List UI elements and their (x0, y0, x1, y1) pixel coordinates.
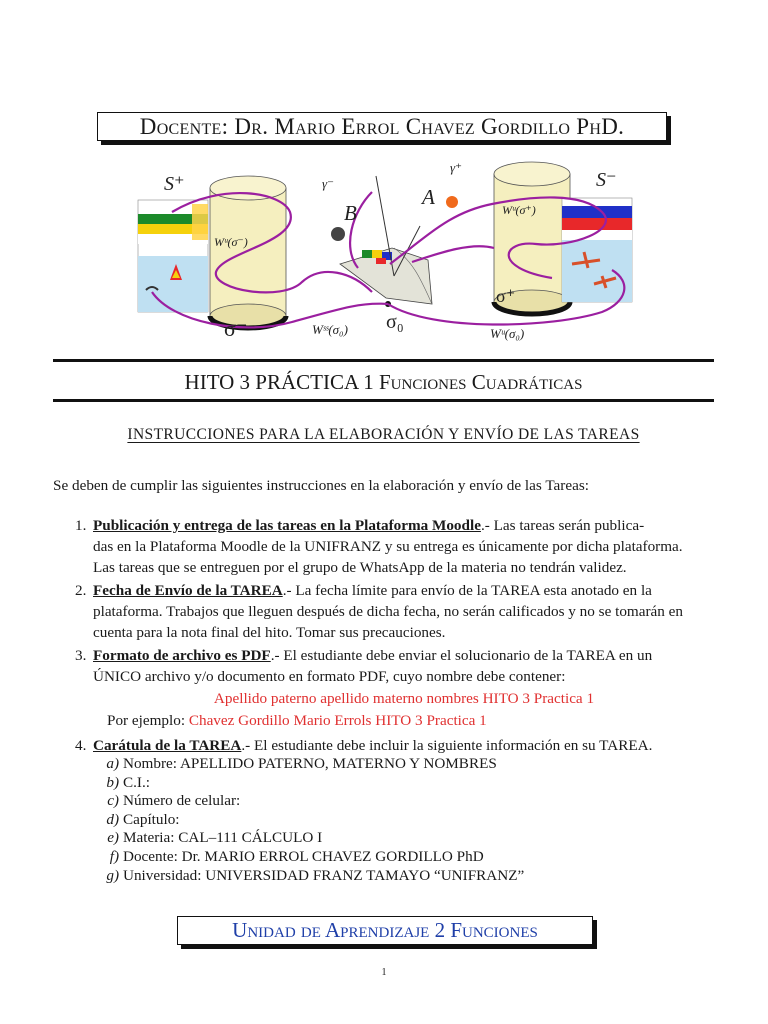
unidad-heading: Unidad de Aprendizaje 2 Funciones (232, 918, 538, 942)
label-sigma-zero: σ₀ (386, 311, 404, 333)
point-b (331, 227, 345, 241)
instruction-item-4: 4. Carátula de la TAREA.- El estudiante debe incluir la siguiente información en su TAREA. (75, 737, 653, 754)
label-gamma-minus: γ⁻ (322, 176, 334, 191)
label-a: A (422, 185, 435, 209)
instruction-item-3: 3. Formato de archivo es PDF.- El estudiante debe enviar el solucionario de la TAREA en un ÚNICO archivo y/o documento en formato PDF, cuyo nombre debe contener: Apellido paterno apellido materno nombres HITO 3 Practica 1 Por ejemplo: Chavez Gordillo Mario Errols HITO 3 Practica 1 (75, 645, 715, 731)
docente-header-box (97, 112, 667, 141)
page-number: 1 (381, 967, 387, 978)
bottom-rule (53, 399, 714, 402)
hito-title: HITO 3 PRÁCTICA 1 Funciones Cuadráticas (184, 370, 583, 394)
dynamical-systems-illustration (132, 152, 638, 352)
list-item: d) Capítulo: (106, 810, 180, 828)
intro-paragraph: Se deben de cumplir las siguientes instrucciones en la elaboración y envío de las Tareas: (53, 477, 589, 494)
label-b: B (344, 201, 357, 225)
left-flag-panel (138, 200, 208, 312)
list-item: a) Nombre: APELLIDO PATERNO, MATERNO Y NOMBRES (106, 755, 497, 772)
instruction-item-2: 2. Fecha de Envío de la TAREA.- La fecha límite para envío de la TAREA esta anotado en la plataforma. Trabajos que lleguen después de dicha fecha, no serán calificados y no se tomarán en cuenta para la nota final del hito. Tomar sus precauciones. (75, 582, 683, 641)
list-item: f) Docente: Dr. MARIO ERROL CHAVEZ GORDILLO PhD (109, 847, 484, 865)
unidad-heading-box (177, 916, 593, 945)
right-flag-panel (562, 198, 632, 302)
top-rule (53, 359, 714, 362)
item-3-title: Formato de archivo es PDF (93, 647, 271, 664)
list-item: g) Universidad: UNIVERSIDAD FRANZ TAMAYO “UNIFRANZ” (106, 866, 525, 884)
filename-template: Apellido paterno apellido materno nombres HITO 3 Practica 1 (213, 690, 595, 707)
item-4-title: Carátula de la TAREA (93, 737, 242, 754)
label-gamma-plus: γ⁺ (450, 160, 462, 175)
label-s-minus: S⁻ (596, 169, 617, 191)
docente-name: Docente: Dr. Mario Errol Chavez Gordillo PhD. (139, 113, 625, 139)
label-wu-sigma-plus: Wᵘ(σ⁺) (502, 203, 536, 217)
label-wu-sigma-zero: Wᵘ(σ₀) (490, 326, 525, 341)
item-1-title: Publicación y entrega de las tareas en la Plataforma Moodle (93, 517, 481, 534)
cover-page-fields-list (98, 755, 524, 885)
label-sigma-minus: σ⁻ (224, 316, 248, 341)
label-sigma-plus: σ⁺ (496, 286, 516, 306)
label-s-plus: S⁺ (164, 173, 185, 195)
label-wss-sigma-zero: Wˢˢ(σ₀) (312, 322, 348, 337)
point-a (446, 196, 458, 208)
instructions-title: INSTRUCCIONES PARA LA ELABORACIÓN Y ENVÍO DE LAS TAREAS (127, 426, 640, 443)
filename-example: Por ejemplo: Chavez Gordillo Mario Errols HITO 3 Practica 1 (107, 712, 487, 729)
list-item: c) Número de celular: (107, 792, 241, 810)
list-item: e) Materia: CAL–111 CÁLCULO I (107, 829, 323, 847)
list-item: b) C.I.: (106, 773, 151, 791)
label-wu-sigma-minus: Wᵘ(σ⁻) (214, 235, 248, 249)
instruction-item-1: 1. Publicación y entrega de las tareas en la Plataforma Moodle.- Las tareas serán publica- das en la Plataforma Moodle de la UNIFRANZ y su entrega es únicamente por dicha plataforma. Las tareas que se entreguen por el grupo de WhatsApp de la materia no tendrán validez. (75, 517, 683, 576)
item-2-title: Fecha de Envío de la TAREA (93, 582, 283, 599)
